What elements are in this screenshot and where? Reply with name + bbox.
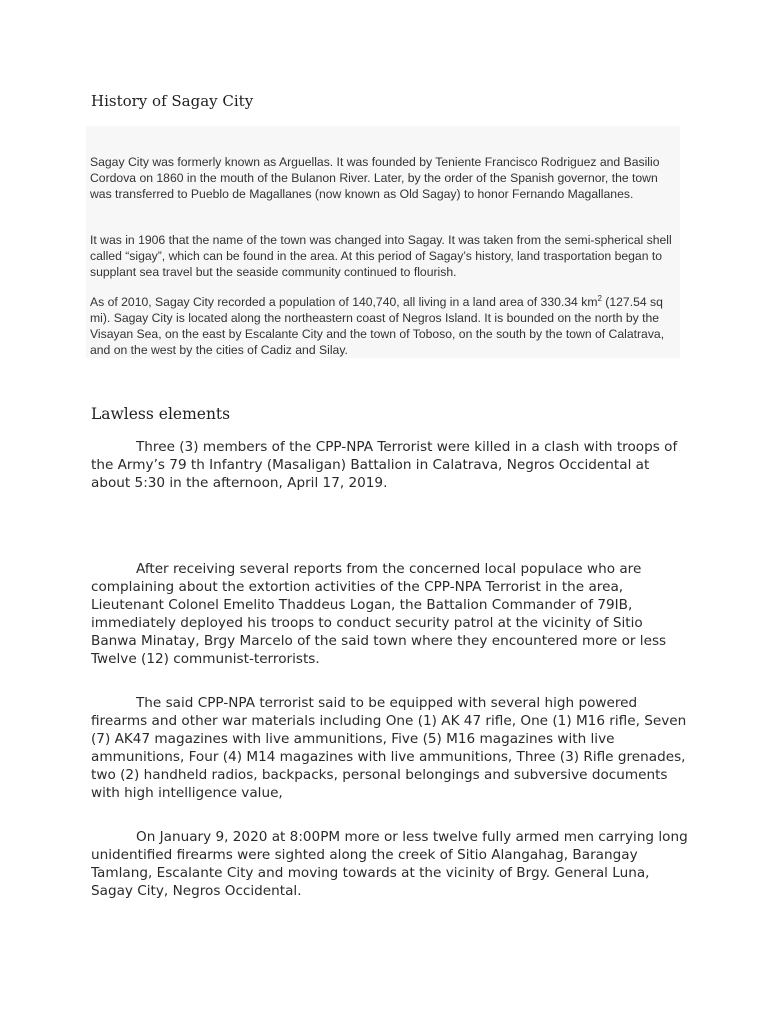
superscript-2: 2 bbox=[597, 293, 602, 303]
body-paragraph-3: The said CPP-NPA terrorist said to be equipped with several high powered firearms and other war materials including One (1) AK 47 rifle, One (1) M16 rifle, Seven (7) AK47 magazines with live ammunitions, Five (5) M16 magazines with live ammunitions, Four (4) M14 magazines with live ammunitions, Three (3) Rifle grenades, two (2) handheld radios, backpacks, personal belongings and subversive documents with high intelligence value, bbox=[91, 695, 687, 801]
section-heading-history: History of Sagay City bbox=[91, 92, 254, 110]
history-paragraph-2: It was in 1906 that the name of the town was changed into Sagay. It was taken from the semi-spherical shell called “sigay”, which can be found in the area. At this period of Sagay’s history, land trasportation began to supplant sea travel but the seaside community continued to flourish. bbox=[90, 233, 672, 279]
history-paragraph-1: Sagay City was formerly known as Arguellas. It was founded by Teniente Francisco Rodriguez and Basilio Cordova on 1860 in the mouth of the Bulanon River. Later, by the order of the Spanish governor, the town was transferred to Pueblo de Magallanes (now known as Old Sagay) to honor Fernando Magallanes. bbox=[90, 155, 660, 201]
body-paragraph-4: On January 9, 2020 at 8:00PM more or less twelve fully armed men carrying long unidentified firearms were sighted along the creek of Sitio Alangahag, Barangay Tamlang, Escalante City and moving towards at the vicinity of Brgy. General Luna, Sagay City, Negros Occidental. bbox=[91, 829, 688, 899]
section-heading-lawless-elements: Lawless elements bbox=[91, 405, 231, 423]
body-paragraph-2: After receiving several reports from the concerned local populace who are complaining about the extortion activities of the CPP-NPA Terrorist in the area, Lieutenant Colonel Emelito Thaddeus Logan, the Battalion Commander of 79IB, immediately deployed his troops to conduct security patrol at the vicinity of Sitio Banwa Minatay, Brgy Marcelo of the said town where they encountered more or less Twelve (12) communist-terrorists. bbox=[91, 561, 667, 667]
history-paragraph-3-text-a: As of 2010, Sagay City recorded a population of 140,740, all living in a land area of 330.34 km bbox=[90, 295, 598, 309]
history-paragraph-3-text-b: (127.54 sq mi). Sagay City is located along the northeastern coast of Negros Island. It is bounded on the north by the Visayan Sea, on the east by Escalante City and the town of Toboso, on the south by the town of Calatrava, and on the west by the cities of Cadiz and Silay. bbox=[90, 295, 665, 357]
body-paragraph-1: Three (3) members of the CPP-NPA Terrorist were killed in a clash with troops of the Army’s 79 th Infantry (Masaligan) Battalion in Calatrava, Negros Occidental at about 5:30 in the afternoon, April 17, 2019. bbox=[91, 439, 678, 491]
history-paragraph-3 bbox=[90, 294, 678, 358]
